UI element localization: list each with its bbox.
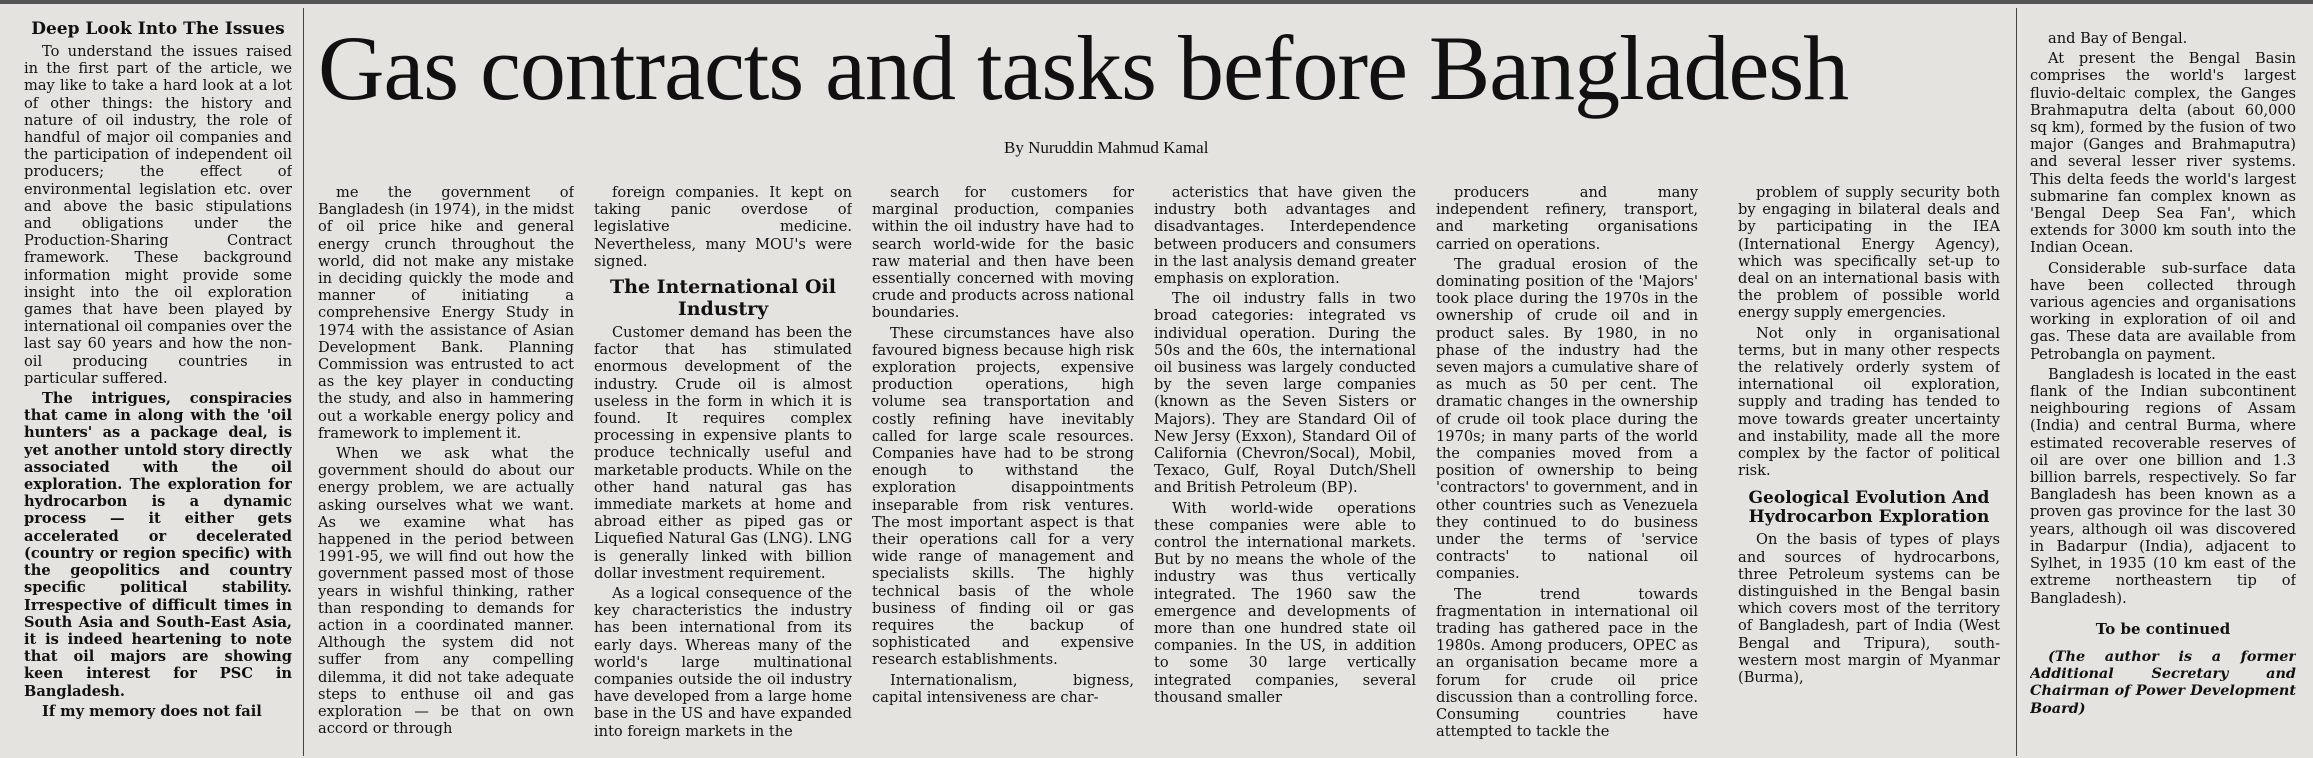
column-2 (318, 184, 574, 756)
column-rule (2016, 8, 2017, 756)
paragraph: To understand the issues raised in the first part of the article, we may like to take a hard look at a lot of other things: the history and nature of oil industry, the role of handful of major oil companies and the participation of independent oil producers; the effect of environmental legislation etc. over and above the basic stipulations and obligations under the Production-Sharing Contract framework. These background information might provide some insight into the oil exploration games that have been played by international oil companies over the last say 60 years and how the non-oil producing countries in particular suffered. (24, 43, 292, 387)
paragraph: The gradual erosion of the dominating position of the 'Majors' took place during the 1970s in the ownership of crude oil and in product sales. By 1980, in no phase of the industry had the seven majors a cumulative share of as much as 50 per cent. The dramatic changes in the ownership of crude oil took place during the 1970s; in many parts of the world the companies moved from a position of ownership to being 'contractors' to government, and in other countries such as Venezuela they continued to do business under the terms of 'service contracts' to national oil companies. (1436, 255, 1698, 583)
column-7 (1738, 184, 2000, 756)
author-note: (The author is a former Additional Secretary and Chairman of Power Development Board) (2030, 647, 2296, 717)
paragraph: Internationalism, bigness, capital intensiveness are char- (872, 671, 1134, 706)
byline: By Nuruddin Mahmud Kamal (1004, 138, 1209, 157)
paragraph: problem of supply security both by engaging in bilateral deals and by participating in the IEA (International Energy Agency), which was specifically set-up to deal on an international basis with the problem of possible world energy supply emergencies. (1738, 184, 2000, 322)
paragraph: Bangladesh is located in the east flank of the Indian subcontinent neighbouring regions of Assam (India) and central Burma, where estimated recoverable reserves of oil are over one billion and 1.3 billion barrels, respectively. So far Bangladesh has been known as a proven gas province for the last 30 years, although oil was discovered in Badarpur (India), adjacent to Sylhet, in 1935 (10 km east of the extreme northeastern tip of Bangladesh). (2030, 365, 2296, 607)
paragraph: If my memory does not fail (42, 702, 262, 720)
column-6 (1436, 184, 1698, 756)
section-heading-international-oil: The International Oil Industry (610, 276, 836, 321)
paragraph: These circumstances have also favoured bigness because high risk exploration projects, expensive production operations, high volume sea transportation and costly refining have inevitably called for large scale resources. Companies have had to be strong enough to withstand the exploration disappointments inseparable from risk ventures. The most important aspect is that their operations call for a very wide range of management and specialists skills. The highly technical basis of the whole business of finding oil or gas requires the backup of sophisticated and expensive research establishments. (872, 324, 1134, 669)
paragraph: acteristics that have given the industry both advantages and disadvantages. Interdependence between producers and consumers in the last analysis demand greater emphasis on exploration. (1154, 184, 1416, 288)
paragraph: On the basis of types of plays and sources of hydrocarbons, three Petroleum systems can be distinguished in the Bengal basin which covers most of the territory of Bangladesh, part of India (West Bengal and Tripura), south-western most margin of Myanmar (Burma), (1738, 531, 2000, 687)
section-heading-geological-evolution: Geological Evolution And Hydrocarbon Exploration (1748, 488, 1990, 528)
column-5 (1154, 184, 1416, 756)
paragraph: Considerable sub-surface data have been collected through various agencies and organisations working in exploration of oil and gas. These data are available from Petrobangla on payment. (2030, 259, 2296, 363)
column-rule (303, 8, 304, 756)
section-heading-deep-look: Deep Look Into The Issues (31, 20, 285, 39)
column-3 (594, 184, 852, 756)
column-8 (2030, 30, 2296, 756)
paragraph: producers and many independent refinery, transport, and marketing organisations carried on operations. (1436, 184, 1698, 253)
column-4 (872, 184, 1134, 756)
paragraph: When we ask what the government should do about our energy problem, we are actually asking ourselves what we want. As we examine what has happened in the period between 1991-95, we will find out how the government passed most of those years in wishful thinking, rather than responding to demands for action in a coordinated manner. Although the system did not suffer from any compelling dilemma, it did not take adequate steps to enthuse oil and gas exploration — be that on own accord or through (318, 445, 574, 738)
paragraph: As a logical consequence of the key characteristics the industry has been international from its early days. Whereas many of the world's large multinational companies outside the oil industry have developed from a large home base in the US and have expanded into foreign markets in the (594, 585, 852, 740)
paragraph: At present the Bengal Basin comprises the world's largest fluvio-deltaic complex, the Ganges Brahmaputra delta (about 60,000 sq km), formed by the fusion of two major (Ganges and Brahmaputra) and several lesser river systems. This delta feeds the world's largest submarine fan complex known as 'Bengal Deep Sea Fan', which extends for 3000 km south into the Indian Ocean. (2030, 50, 2296, 257)
paragraph: The intrigues, conspiracies that came in along with the 'oil hunters' as a package deal, is yet another untold story directly associated with the oil exploration. The exploration for hydrocarbon is a dynamic process — it either gets accelerated or decelerated (country or region specific) with the geopolitics and country specific political stability. Irrespective of difficult times in South Asia and South-East Asia, it is indeed heartening to note that oil majors are showing keen interest for PSC in Bangladesh. (24, 390, 292, 700)
column-1 (24, 20, 292, 756)
headline: Gas contracts and tasks before Bangladesh (318, 17, 1849, 119)
paragraph: Customer demand has been the factor that has stimulated enormous development of the industry. Crude oil is almost useless in the form in which it is found. It requires complex processing in expensive plants to produce technically useful and marketable products. While on the other hand natural gas has immediate markets at home and abroad either as piped gas or Liquefied Natural Gas (LNG). LNG is generally linked with billion dollar investment requirement. (594, 324, 852, 582)
paragraph: me the government of Bangladesh (in 1974), in the midst of oil price hike and general energy crunch throughout the world, did not make any mistake in deciding quickly the mode and manner of initiating a comprehensive Energy Study in 1974 with the assistance of Asian Development Bank. Planning Commission was entrusted to act as the key player in conducting the study, and also in hammering out a workable energy policy and framework to implement it. (318, 184, 574, 442)
paragraph: The oil industry falls in two broad categories: integrated vs individual operation. During the 50s and the 60s, the international oil business was largely conducted by the seven large companies (known as the Seven Sisters or Majors). They are Standard Oil of New Jersy (Exxon), Standard Oil of California (Chevron/Socal), Mobil, Texaco, Gulf, Royal Dutch/Shell and British Petroleum (BP). (1154, 290, 1416, 497)
to-be-continued: To be continued (2095, 619, 2231, 638)
paragraph: and Bay of Bengal. (2048, 30, 2188, 47)
top-rule (0, 0, 2313, 4)
paragraph: Not only in organisational terms, but in many other respects the relatively orderly system of international oil exploration, supply and trading has tended to move towards greater uncertainty and instability, made all the more complex by the factor of political risk. (1738, 324, 2000, 480)
paragraph: foreign companies. It kept on taking panic overdose of legislative medicine. Nevertheless, many MOU's were signed. (594, 184, 852, 270)
paragraph: With world-wide operations these companies were able to control the international markets. But by no means the whole of the industry was thus vertically integrated. The 1960 saw the emergence and developments of more than one hundred state oil companies. In the US, in addition to some 30 large vertically integrated companies, several thousand smaller (1154, 499, 1416, 706)
paragraph: The trend towards fragmentation in international oil trading has gathered pace in the 1980s. Among producers, OPEC as an organisation became more a forum for crude oil price discussion than a controlling force. Consuming countries have attempted to tackle the (1436, 585, 1698, 741)
paragraph: search for customers for marginal production, companies within the oil industry have had to search world-wide for the basic raw material and then have been essentially concerned with moving crude and products across national boundaries. (872, 184, 1134, 322)
